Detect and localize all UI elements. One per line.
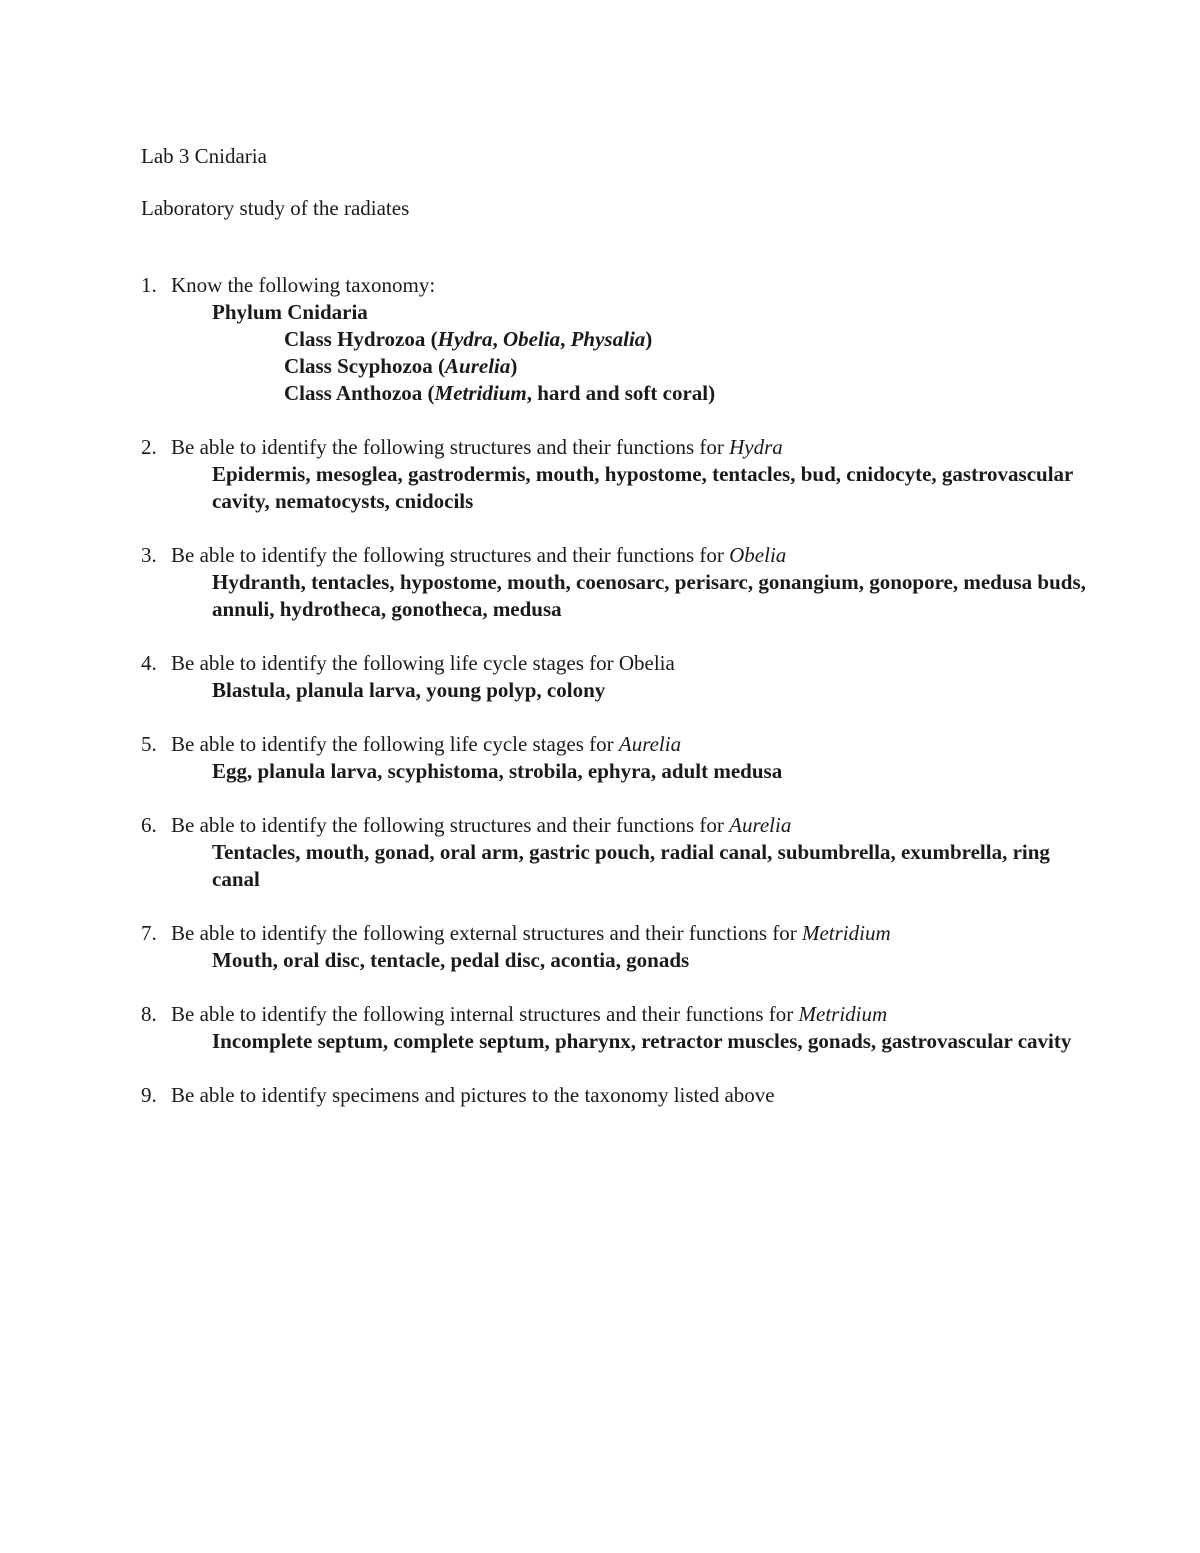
- taxonomy-class-scyphozoa: Class Scyphozoa (Aurelia): [284, 354, 518, 378]
- item-text: Be able to identify the following external structures and their functions for: [171, 921, 802, 945]
- item-number: 4.: [141, 651, 157, 675]
- item-number: 2.: [141, 435, 157, 459]
- item-number: 1.: [141, 273, 157, 297]
- list-item-8: [141, 1001, 1101, 1055]
- instruction-list: [141, 272, 1101, 1136]
- list-item-2: [141, 434, 1101, 515]
- list-item-6: [141, 812, 1101, 893]
- taxonomy-class-hydrozoa: Class Hydrozoa (Hydra, Obelia, Physalia): [284, 327, 653, 351]
- list-item-1: [141, 272, 1101, 407]
- item-text: Be able to identify the following life cycle stages for: [171, 732, 619, 756]
- taxonomy-phylum: Phylum Cnidaria: [212, 300, 368, 324]
- taxonomy-class-anthozoa: Class Anthozoa (Metridium, hard and soft coral): [284, 381, 716, 405]
- item-number: 6.: [141, 813, 157, 837]
- list-item-3: [141, 542, 1101, 623]
- item-details: Incomplete septum, complete septum, pharynx, retractor muscles, gonads, gastrovascular cavity: [212, 1029, 1072, 1053]
- item-text: Be able to identify the following internal structures and their functions for: [171, 1002, 799, 1026]
- item-organism: Aurelia: [618, 732, 682, 756]
- list-item-7: [141, 920, 1101, 974]
- taxonomy-block: [171, 299, 1101, 407]
- item-text: Be able to identify specimens and pictures to the taxonomy listed above: [171, 1083, 775, 1107]
- item-organism: Metridium: [798, 1002, 888, 1026]
- item-organism: Metridium: [801, 921, 891, 945]
- item-number: 5.: [141, 732, 157, 756]
- item-details: Epidermis, mesoglea, gastrodermis, mouth, hypostome, tentacles, bud, cnidocyte, gastrovascular cavity, nematocysts, cnidocils: [212, 462, 1073, 513]
- item-organism: Obelia: [729, 543, 787, 567]
- item-details: Tentacles, mouth, gonad, oral arm, gastric pouch, radial canal, subumbrella, exumbrella, ring canal: [212, 840, 1050, 891]
- list-item-4: [141, 650, 1101, 704]
- item-number: 8.: [141, 1002, 157, 1026]
- item-details: Blastula, planula larva, young polyp, colony: [212, 678, 606, 702]
- item-text: Be able to identify the following structures and their functions for: [171, 543, 730, 567]
- list-item-5: [141, 731, 1101, 785]
- document-subtitle: Laboratory study of the radiates: [141, 196, 410, 220]
- item-details: Egg, planula larva, scyphistoma, strobila, ephyra, adult medusa: [212, 759, 783, 783]
- item-text: Be able to identify the following structures and their functions for: [171, 435, 730, 459]
- item-number: 9.: [141, 1083, 157, 1107]
- item-details: Mouth, oral disc, tentacle, pedal disc, acontia, gonads: [212, 948, 690, 972]
- list-item-9: [141, 1082, 1101, 1109]
- item-number: 7.: [141, 921, 157, 945]
- item-number: 3.: [141, 543, 157, 567]
- item-text: Be able to identify the following life cycle stages for Obelia: [171, 651, 675, 675]
- item-text: Know the following taxonomy:: [171, 273, 436, 297]
- item-organism: Aurelia: [729, 813, 792, 837]
- item-text: Be able to identify the following structures and their functions for: [171, 813, 730, 837]
- document-title: Lab 3 Cnidaria: [141, 144, 267, 168]
- item-organism: Hydra: [729, 435, 783, 459]
- item-details: Hydranth, tentacles, hypostome, mouth, coenosarc, perisarc, gonangium, gonopore, medusa buds, annuli, hydrotheca, gonotheca, medusa: [212, 570, 1086, 621]
